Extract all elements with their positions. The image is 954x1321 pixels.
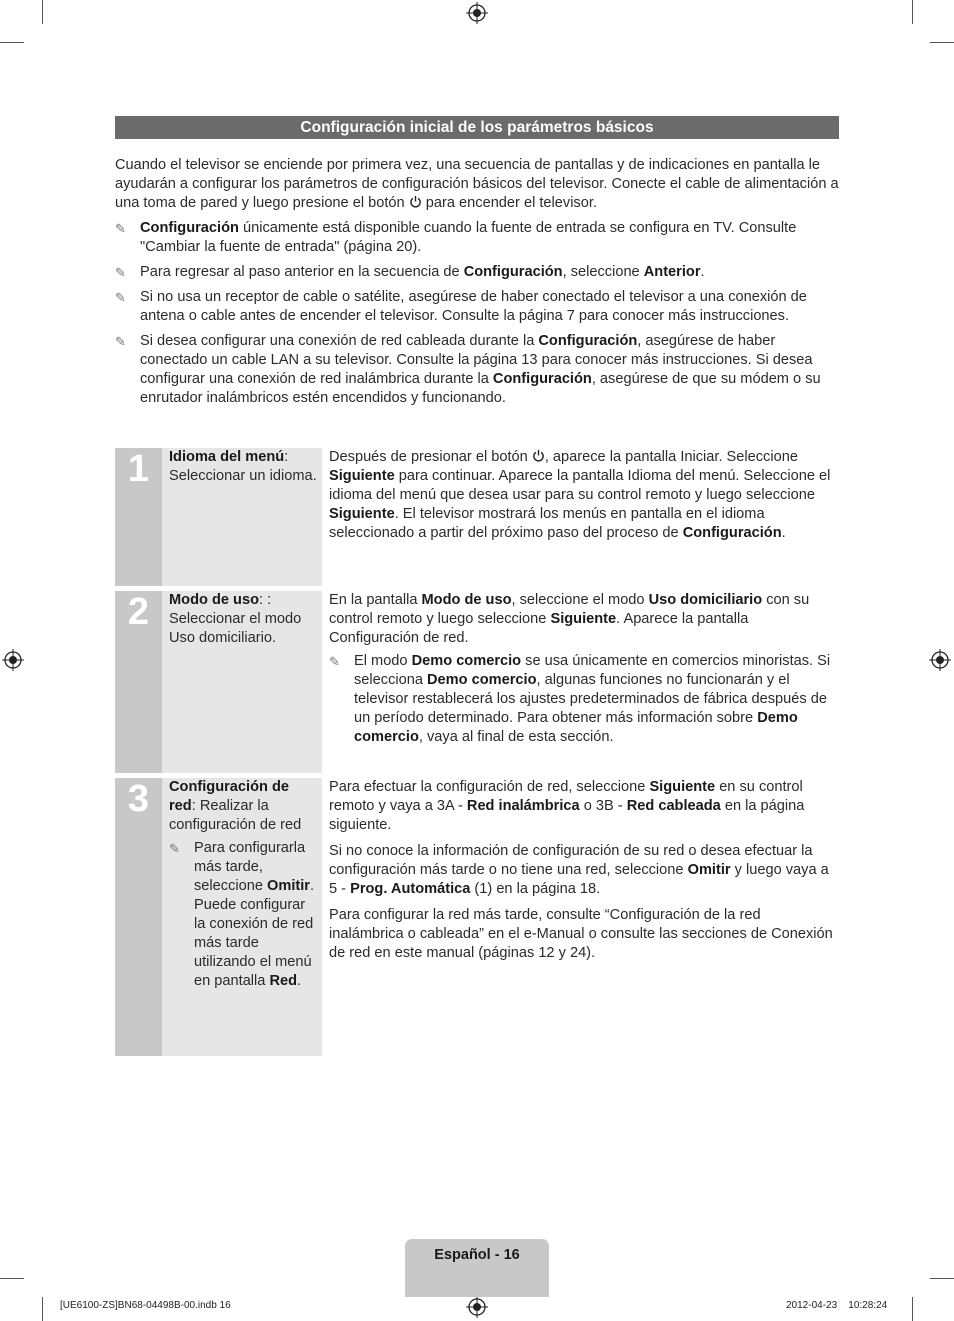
step-row xyxy=(115,778,839,1056)
pencil-note-icon: ✎ xyxy=(115,290,126,305)
step-description xyxy=(322,591,839,773)
desc-text: Si no conoce la información de configuración de su red o desea efectuar la configuración más tarde o no tiene una red, seleccione xyxy=(329,843,813,878)
step-label-text: : : Seleccionar el modo Uso domiciliario. xyxy=(169,592,302,646)
note-text: Para regresar al paso anterior en la secuencia de xyxy=(140,264,464,280)
bold-term: Configuración xyxy=(140,220,239,236)
desc-text: En la pantalla xyxy=(329,592,422,608)
step-label-title: Idioma del menú xyxy=(169,449,285,465)
desc-text: para continuar. Aparece la pantalla Idioma del menú. Seleccione el idioma del menú que desea usar para su control remoto y luego seleccione xyxy=(329,468,831,503)
intro-text-end: para encender el televisor. xyxy=(425,195,597,211)
bold-term: Omitir xyxy=(267,878,310,894)
bold-term: Demo comercio xyxy=(354,710,798,745)
pencil-note-icon: ✎ xyxy=(169,841,180,856)
desc-text: en su control remoto y vaya a 3A - xyxy=(329,779,803,814)
step-description xyxy=(322,778,839,1056)
note-text: , seleccione xyxy=(562,264,644,280)
note-item xyxy=(169,839,322,991)
power-icon xyxy=(532,449,545,462)
note-text: , vaya al final de esta sección. xyxy=(418,729,614,745)
bold-term: Configuración xyxy=(538,333,638,349)
page-number-tab: Español - 16 xyxy=(405,1239,549,1297)
intro xyxy=(115,156,839,408)
step-number: 2 xyxy=(115,591,162,773)
note-item xyxy=(329,652,839,747)
desc-text: Para configurar la red más tarde, consulte “Configuración de la red inalámbrica o cableada” en el e-Manual o consulte las secciones de Conexión de red en este manual (páginas 12 y 24). xyxy=(329,907,833,961)
bold-term: Demo comercio xyxy=(411,653,522,669)
note-item xyxy=(115,288,839,326)
step-label xyxy=(162,448,322,586)
intro-paragraph xyxy=(115,156,839,213)
bold-term: Siguiente xyxy=(329,506,395,522)
desc-text: o 3B - xyxy=(579,798,627,814)
note-text: , asegúrese de haber conectado un cable LAN a su televisor. Consulte la página 13 para conocer más instrucciones. Si desea configurar una conexión de red inalámbrica durante la xyxy=(140,333,813,387)
desc-text: . xyxy=(781,525,786,541)
note-text: . xyxy=(700,264,705,280)
bold-term: Configuración xyxy=(463,264,563,280)
bold-term: Uso domiciliario xyxy=(648,592,763,608)
note-text: Para configurarla más tarde, seleccione xyxy=(194,840,306,894)
pencil-note-icon: ✎ xyxy=(115,334,126,349)
desc-text: , aparece la pantalla Iniciar. Seleccione xyxy=(544,449,798,465)
steps-table xyxy=(115,448,839,1061)
file-slug: [UE6100-ZS]BN68-04498B-00.indb 16 xyxy=(60,1300,231,1311)
registration-mark-icon xyxy=(2,649,24,671)
crop-mark xyxy=(42,0,43,24)
bold-term: Modo de uso xyxy=(421,592,512,608)
note-text: El modo xyxy=(354,653,412,669)
note-text: Si no usa un receptor de cable o satélite, asegúrese de haber conectado el televisor a una conexión de antena o cable antes de encender el televisor. Consulte la página 7 para conocer más instrucciones. xyxy=(140,289,807,324)
registration-mark-icon xyxy=(929,649,951,671)
power-icon xyxy=(409,195,422,208)
note-text: . Puede configurar la conexión de red más tarde utilizando el menú en pantalla xyxy=(194,878,315,989)
desc-text: Después de presionar el botón xyxy=(329,449,532,465)
step-number: 3 xyxy=(115,778,162,1056)
bold-term: Anterior xyxy=(643,264,701,280)
note-text: . xyxy=(297,973,302,989)
bold-term: Red cableada xyxy=(626,798,721,814)
step-label-text: : Seleccionar un idioma. xyxy=(169,449,317,484)
bold-term: Configuración xyxy=(492,371,592,387)
pencil-note-icon: ✎ xyxy=(115,265,126,280)
desc-text: y luego vaya a 5 - xyxy=(329,862,829,897)
crop-mark xyxy=(0,1278,24,1279)
bold-term: Prog. Automática xyxy=(350,881,471,897)
bold-term: Red inalámbrica xyxy=(466,798,580,814)
crop-mark xyxy=(930,42,954,43)
registration-mark-icon xyxy=(466,2,488,24)
step-row xyxy=(115,591,839,773)
bold-term: Configuración xyxy=(682,525,782,541)
bold-term: Demo comercio xyxy=(427,672,537,688)
step-label xyxy=(162,591,322,773)
note-text: se usa únicamente en comercios minoristas. Si selecciona xyxy=(354,653,831,688)
desc-text: (1) en la página 18. xyxy=(470,881,601,897)
crop-mark xyxy=(912,1297,913,1321)
crop-mark xyxy=(912,0,913,24)
crop-mark xyxy=(0,42,24,43)
bold-term: Siguiente xyxy=(329,468,395,484)
date-slug: 2012-04-23 10:28:24 xyxy=(786,1300,888,1311)
note-item xyxy=(115,332,839,408)
desc-text: con su control remoto y luego seleccione xyxy=(329,592,810,627)
crop-mark xyxy=(42,1297,43,1321)
registration-mark-icon xyxy=(466,1296,488,1318)
section-title: Configuración inicial de los parámetros básicos xyxy=(115,116,839,139)
note-item xyxy=(115,219,839,257)
step-label-title: Configuración de red xyxy=(169,779,289,814)
bold-term: Red xyxy=(269,973,298,989)
desc-text: en la página siguiente. xyxy=(329,798,805,833)
desc-text: Para efectuar la configuración de red, seleccione xyxy=(329,779,650,795)
note-text: únicamente está disponible cuando la fuente de entrada se configura en TV. Consulte "Cambiar la fuente de entrada" (página 20). xyxy=(140,220,797,255)
step-number: 1 xyxy=(115,448,162,586)
note-item xyxy=(115,263,839,282)
step-row xyxy=(115,448,839,586)
pencil-note-icon: ✎ xyxy=(329,654,340,669)
bold-term: Omitir xyxy=(687,862,731,878)
step-description xyxy=(322,448,839,586)
crop-mark xyxy=(930,1278,954,1279)
desc-text: , seleccione el modo xyxy=(511,592,649,608)
step-label-text: : Realizar la configuración de red xyxy=(169,798,302,833)
bold-term: Siguiente xyxy=(649,779,716,795)
step-label-title: Modo de uso xyxy=(169,592,259,608)
bold-term: Siguiente xyxy=(550,611,617,627)
note-text: , asegúrese de que su módem o su enrutador inalámbricos estén encendidos y funcionando. xyxy=(140,371,821,406)
note-text: , algunas funciones no funcionarán y el televisor restablecerá los ajustes predeterminados de fábrica después de un período determinado. Para obtener más información sobre xyxy=(354,672,827,726)
note-text: Si desea configurar una conexión de red cableada durante la xyxy=(140,333,539,349)
step-label xyxy=(162,778,322,1056)
intro-text: Cuando el televisor se enciende por primera vez, una secuencia de pantallas y de indicaciones en pantalla le ayudarán a configurar los parámetros de configuración básicos del televisor. Conecte el cable de alimentación a una toma de pared y luego presione el botón xyxy=(115,157,839,211)
desc-text: . El televisor mostrará los menús en pantalla en el idioma seleccionado a partir del próximo paso del proceso de xyxy=(329,506,765,541)
desc-text: . Aparece la pantalla Configuración de red. xyxy=(329,611,749,646)
pencil-note-icon: ✎ xyxy=(115,221,126,236)
